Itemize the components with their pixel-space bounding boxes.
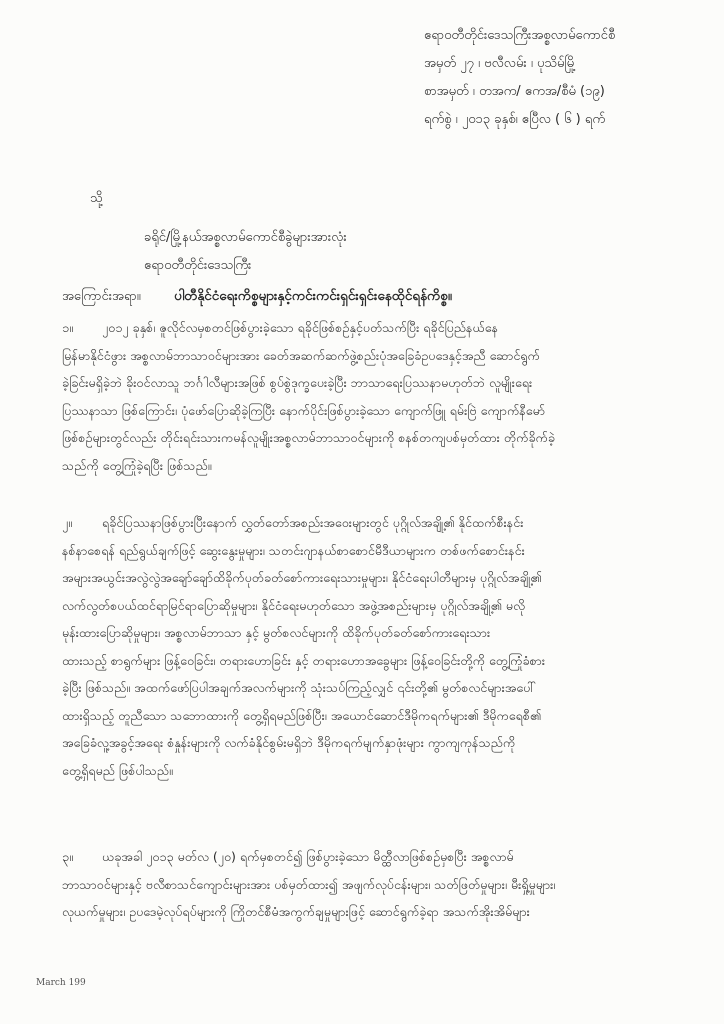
paragraph-line: နစ်နာစေရန် ရည်ရွယ်ချက်ဖြင့် ဆွေးနွေးမှုများ၊ သတင်းဂျာနယ်စာစောင်မီဒီယာများက တစ်ဖက်စောင်းနင်း bbox=[62, 542, 525, 558]
paragraph-line: လုယက်မှုများ၊ ဥပဒေမဲ့လုပ်ရပ်များကို ကြိုတင်စီမံအကွက်ချမှုများဖြင့် ဆောင်ရွက်ခဲ့ရာ အသက်အိုးအိမ်များ bbox=[62, 904, 530, 919]
paragraph-3 bbox=[62, 843, 702, 926]
recipient-line: ဧရာဝတီတိုင်းဒေသကြီး bbox=[144, 258, 252, 273]
paragraph-line: လက်လွတ်စပယ်ထင်ရာမြင်ရာပြောဆိုမှုများ၊ နိုင်ငံရေးမဟုတ်သော အဖွဲ့အစည်းများမှ ပုဂ္ဂိုလ်အချို့၏ မလို bbox=[62, 597, 525, 613]
paragraph-line: ခဲ့ခြင်းမရှိခဲ့ဘဲ ခိုးဝင်လာသူ ဘင်္ဂါလီများအဖြစ် စွပ်စွဲဒုက္ခပေးခဲ့ပြီး ဘာသာရေးပြဿနာမဟုတ်ဘဲ လူမျိုးရေး bbox=[62, 375, 533, 390]
recipient-line: ခရိုင်/မြို့နယ်အစ္စလာမ်ကောင်စီခွဲများအားလုံး bbox=[144, 230, 347, 245]
letterhead-address: အမှတ် ၂၇ ၊ ဗလီလမ်း ၊ ပုသိမ်မြို့ bbox=[424, 56, 577, 71]
paragraph-line: ၁။ ၂၀၁၂ ခုနှစ်၊ ဇူလိုင်လမှစတင်ဖြစ်ပွားခဲ့သော ရခိုင်ဖြစ်စဉ်နှင့်ပတ်သက်ပြီး ရခိုင်ပြည်နယ်နေ bbox=[62, 314, 702, 342]
paragraph-line: ဘာသာဝင်များနှင့် ဗလီစာသင်ကျောင်းများအား ပစ်မှတ်ထား၍ အဖျက်လုပ်ငန်းများ၊ သတ်ဖြတ်မှုများ၊ မီးရှို့မှုများ၊ bbox=[62, 876, 556, 892]
paragraph-1 bbox=[62, 314, 702, 479]
paragraph-line: သည်ကို တွေ့ကြုံခဲ့ရပြီး ဖြစ်သည်။ bbox=[62, 457, 212, 473]
paragraph-line: မြန်မာနိုင်ငံဖွား အစ္စလာမ်ဘာသာဝင်များအား ခေတ်အဆက်ဆက်ဖွဲ့စည်းပုံအခြေခံဥပဒေနှင့်အညီ ဆောင်ရွက် bbox=[62, 347, 540, 363]
paragraph-line: ထားရှိသည့် တူညီသော သဘောထားကို တွေ့ရှိရမည်ဖြစ်ပြီး၊ အယောင်ဆောင်ဒီမိုကရက်များ၏ ဒီမိုကရေစီ၏ bbox=[62, 707, 542, 723]
paragraph-line: အခြေခံလူ့အခွင့်အရေး စံနှုန်းများကို လက်ခံနိုင်စွမ်းမရှိဘဲ ဒီမိုကရက်မျက်နှာဖုံးများ ကွာကျကုန်သည်ကို bbox=[62, 735, 516, 750]
paragraph-line: ထားသည့် စာရွက်များ ဖြန့်ဝေခြင်း၊ တရားဟောခြင်း နှင့် တရားဟောအခွေများ ဖြန့်ဝေခြင်းတို့ကို တွေ့ကြုံခံစား bbox=[62, 652, 546, 668]
paragraph-line: မုန်းထားပြောဆိုမှုများ၊ အစ္စလာမ်ဘာသာ နှင့် မွတ်စလင်များကို ထိခိုက်ပုတ်ခတ်စော်ကားရေးသား bbox=[62, 625, 491, 640]
recipients bbox=[144, 224, 347, 280]
to-label: သို့ bbox=[90, 191, 103, 206]
paragraph-line: ၂။ ရခိုင်ပြဿနာဖြစ်ပွားပြီးနောက် လွှတ်တော်အစည်းအဝေးများတွင် ပုဂ္ဂိုလ်အချို့၏ နိုင်ထက်စီးနင်း bbox=[62, 509, 702, 537]
paragraph-2 bbox=[62, 509, 702, 784]
paragraph-line: တွေ့ရှိရမည် ဖြစ်ပါသည်။ bbox=[62, 762, 173, 778]
paragraph-line: ၃။ ယခုအခါ ၂၀၁၃ မတ်လ (၂၀) ရက်မှစတင်၍ ဖြစ်ပွားခဲ့သော မိတ္ထီလာဖြစ်စဉ်မှစပြီး အစ္စလာမ် bbox=[62, 843, 702, 871]
subject-line bbox=[62, 287, 702, 307]
paragraph-number: ၁။ bbox=[62, 320, 73, 335]
letterhead bbox=[424, 22, 704, 134]
paragraph-number: ၂။ bbox=[62, 515, 72, 530]
letterhead-reference: စာအမှတ် ၊ တအက/ ဧကအ/စီမံ (၁၉) bbox=[424, 84, 605, 99]
paragraph-line: အများအယွင်းအလွဲလွဲအချော်ချော်ထိခိုက်ပုတ်ခတ်စော်ကားရေးသားမှုများ၊ နိုင်ငံရေးပါတီများမှ ပုဂ္ဂိုလ်အချို့၏ bbox=[62, 570, 542, 585]
subject-text: ပါတီနိုင်ငံရေးကိစ္စများနှင့်ကင်းကင်းရှင်းရှင်းနေထိုင်ရန်ကိစ္စ။ bbox=[174, 288, 452, 304]
page-footer-note: March 199 bbox=[36, 978, 86, 988]
subject-label: အကြောင်းအရာ။ bbox=[62, 289, 141, 304]
letterhead-date: ရက်စွဲ ၊ ၂၀၁၃ ခုနှစ်၊ ဧပြီလ ( ၆ ) ရက် bbox=[424, 112, 606, 127]
paragraph-line: ဖြစ်စဉ်များတွင်လည်း တိုင်းရင်းသားကမန်လူမျိုးအစ္စလာမ်ဘာသာဝင်များကို စနစ်တကျပစ်မှတ်ထား တိုက်ခိုက်ခဲ့ bbox=[62, 430, 555, 445]
paragraph-line: ပြဿနာသာ ဖြစ်ကြောင်း၊ ပုံဖော်ပြောဆိုခဲ့ကြပြီး နောက်ပိုင်းဖြစ်ပွားခဲ့သော ကျောက်ဖြူ ရမ်းဗြဲ ကျောက်နီမော် bbox=[62, 402, 546, 418]
paragraph-line: ခဲ့ပြီး ဖြစ်သည်။ အထက်ဖော်ပြပါအချက်အလက်များကို သုံးသပ်ကြည့်လျှင် ၎င်းတို့၏ မွတ်စလင်များအပေါ် bbox=[62, 680, 537, 695]
letterhead-org: ဧရာဝတီတိုင်းဒေသကြီးအစ္စလာမ်ကောင်စီ bbox=[424, 28, 616, 43]
paragraph-number: ၃။ bbox=[62, 849, 73, 864]
